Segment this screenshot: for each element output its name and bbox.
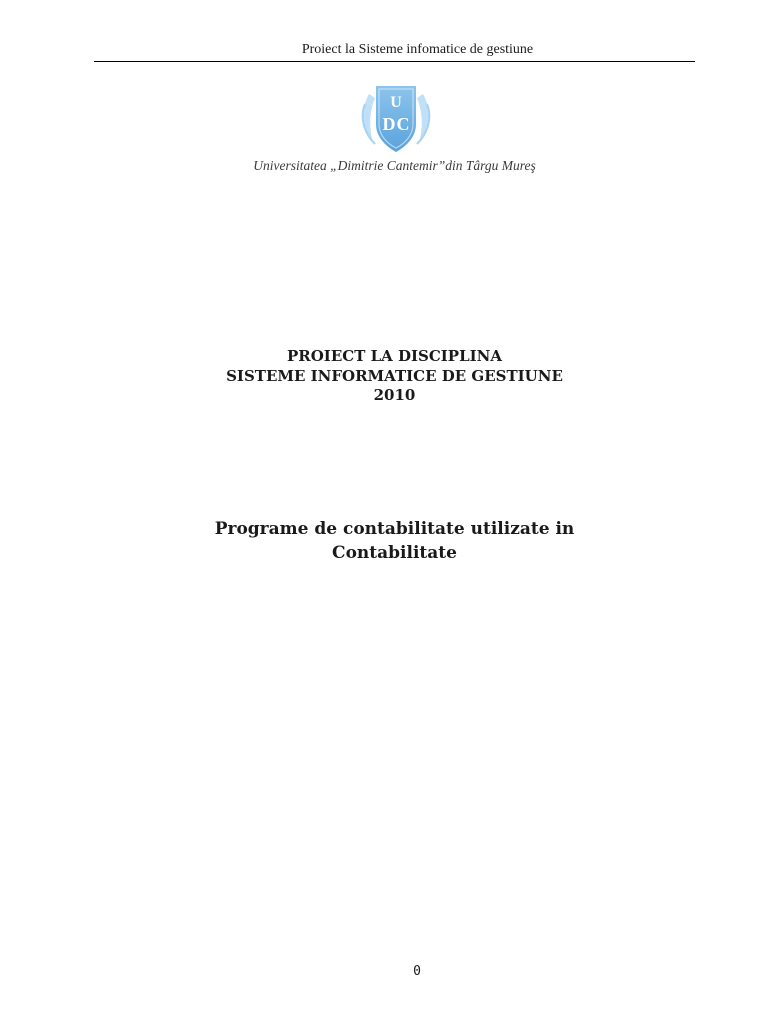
- page-number: 0: [413, 964, 421, 979]
- svg-text:D: D: [382, 114, 396, 134]
- project-year: 2010: [373, 386, 416, 404]
- subject-title-block: [94, 517, 695, 565]
- svg-text:C: C: [396, 114, 410, 134]
- university-logo-icon: [359, 80, 433, 156]
- project-title-line: PROIECT LA DISCIPLINA: [287, 347, 502, 365]
- subject-title-line2: Contabilitate: [332, 543, 457, 563]
- svg-text:U: U: [390, 94, 402, 111]
- project-discipline-line: SISTEME INFORMATICE DE GESTIUNE: [226, 366, 563, 385]
- udc-shield-logo-icon: [359, 80, 433, 156]
- university-name: Universitatea „Dimitrie Cantemir”din Târgu Mureş: [253, 158, 536, 173]
- subject-title-line1: Programe de contabilitate utilizate in: [214, 519, 575, 539]
- project-title-block: [94, 347, 695, 406]
- header-rule: [94, 61, 695, 62]
- running-header: Proiect la Sisteme infomatice de gestiune: [301, 42, 534, 57]
